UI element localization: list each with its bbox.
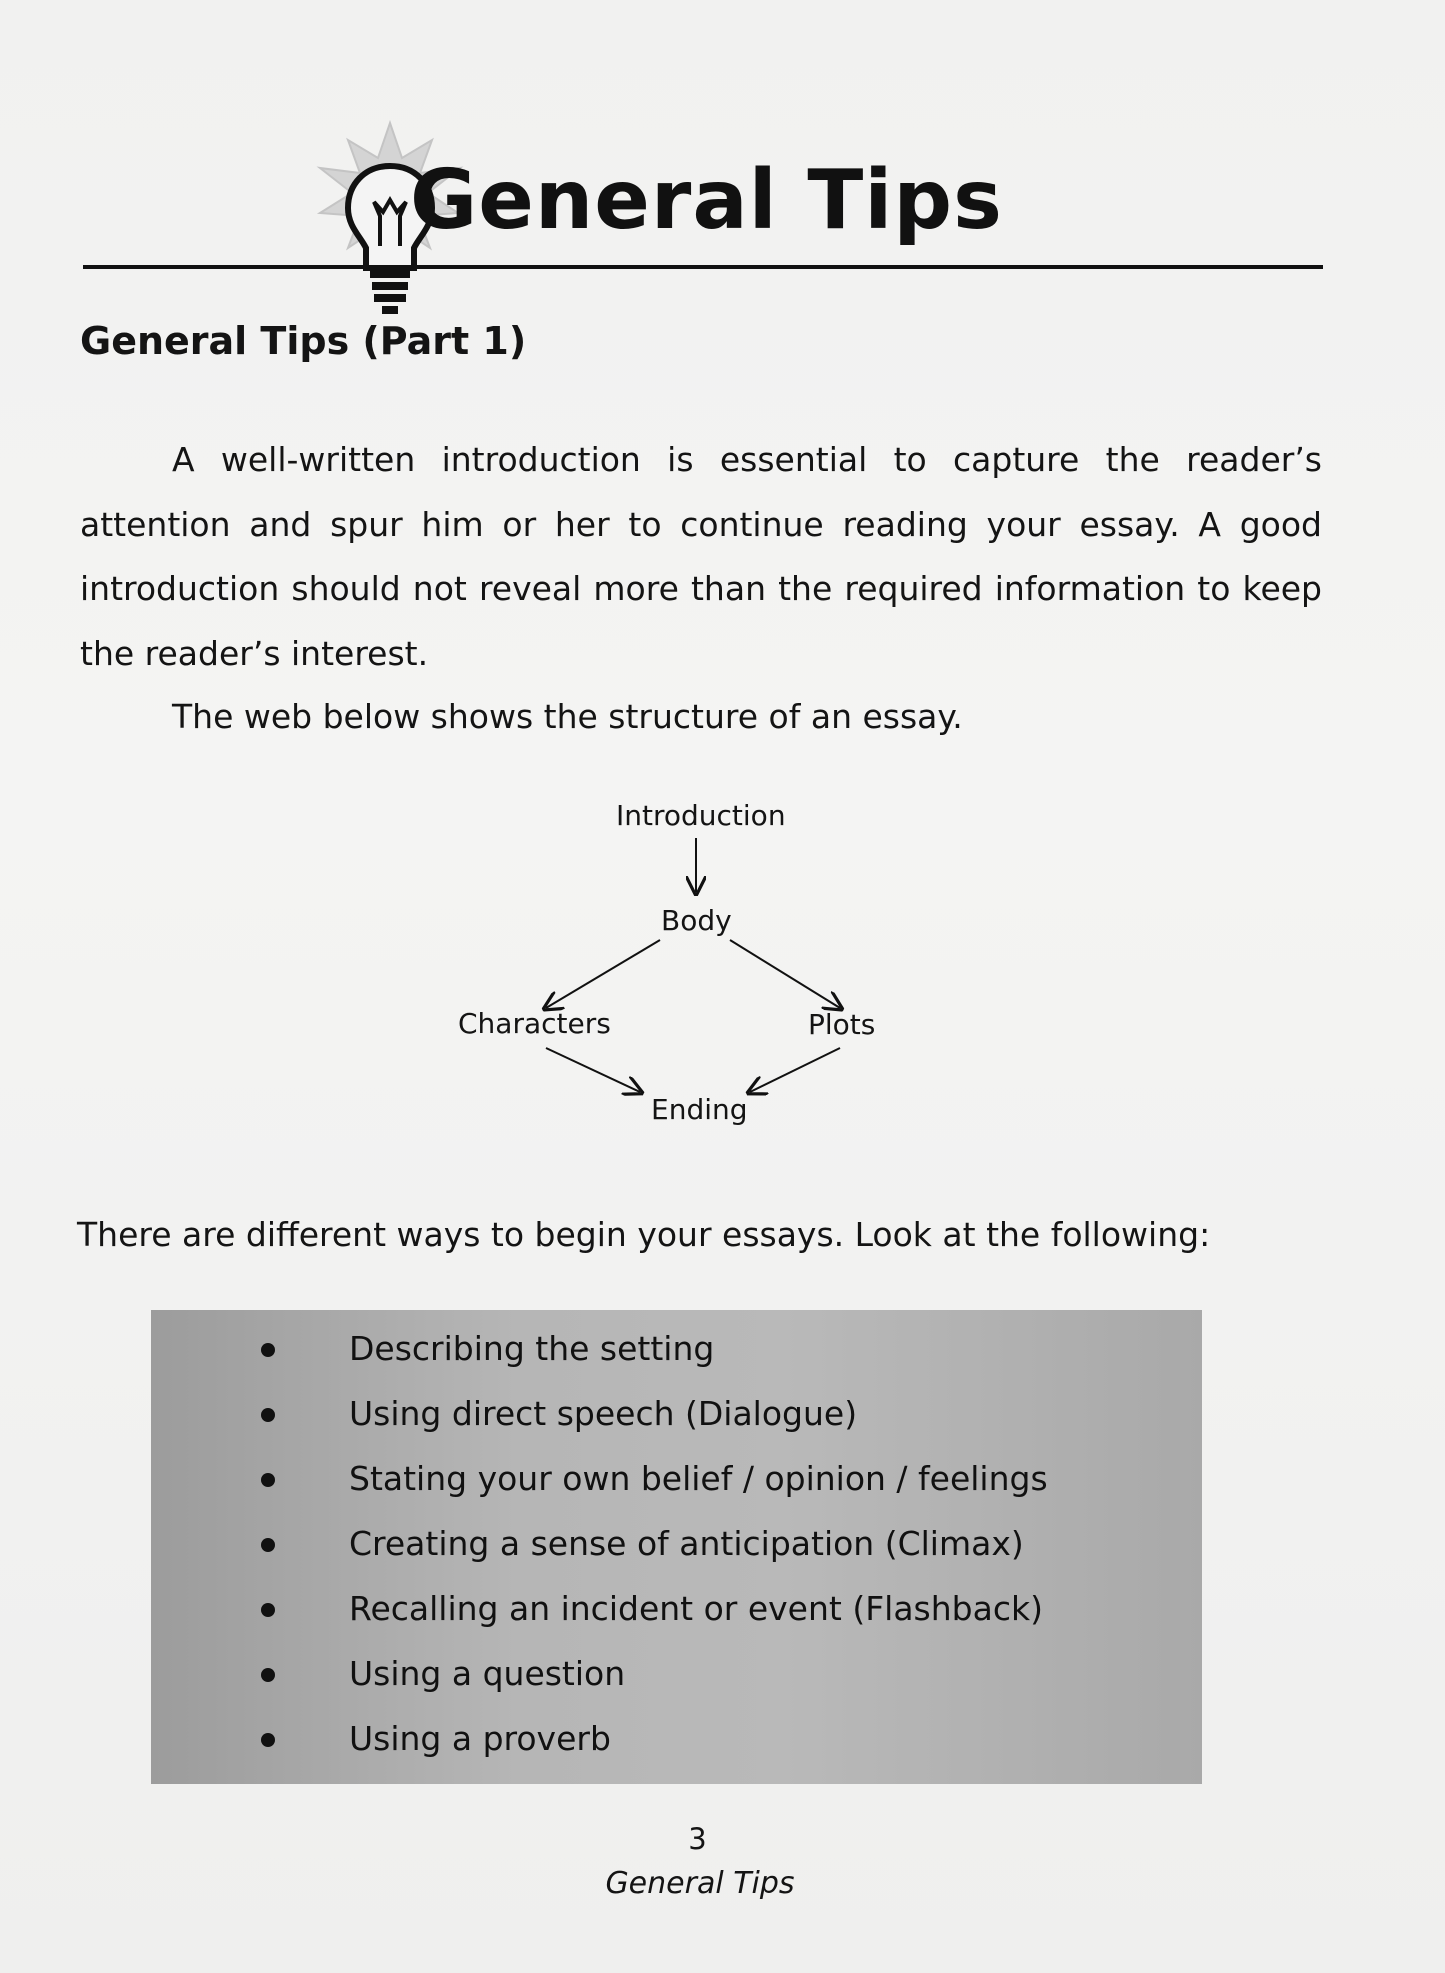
ways-intro-text: There are different ways to begin your essays. Look at the following: — [77, 1215, 1211, 1254]
page-number: 3 — [688, 1822, 707, 1856]
list-item-text: Creating a sense of anticipation (Climax) — [349, 1524, 1024, 1563]
list-item-text: Stating your own belief / opinion / feelings — [349, 1459, 1048, 1498]
list-item — [151, 1584, 1048, 1649]
web-intro-text: The web below shows the structure of an essay. — [172, 697, 963, 736]
bullet-icon — [261, 1668, 275, 1682]
node-ending: Ending — [651, 1093, 748, 1126]
list-item-text: Using direct speech (Dialogue) — [349, 1394, 858, 1433]
intro-paragraph-text: A well-written introduction is essential to capture the reader’s attention and spur him or her to continue reading your essay. A good introduction should not reveal more than the required information to keep the reader’s interest. — [80, 440, 1322, 673]
section-title: General Tips (Part 1) — [80, 319, 527, 363]
arrow-plots-to-ending — [750, 1048, 840, 1092]
page-title: General Tips — [410, 153, 1003, 248]
diagram-arrows — [430, 790, 990, 1140]
list-item — [151, 1649, 1048, 1714]
arrow-body-to-plots — [730, 940, 840, 1008]
title-divider — [83, 265, 1323, 269]
list-item — [151, 1324, 1048, 1389]
bullet-icon — [261, 1473, 275, 1487]
arrow-characters-to-ending — [546, 1048, 640, 1092]
list-item-text: Describing the setting — [349, 1329, 715, 1368]
node-body: Body — [661, 904, 732, 937]
essay-structure-diagram — [430, 790, 990, 1140]
ways-box — [151, 1310, 1202, 1784]
ways-list — [151, 1324, 1048, 1779]
list-item — [151, 1519, 1048, 1584]
node-characters: Characters — [458, 1007, 611, 1040]
bullet-icon — [261, 1538, 275, 1552]
list-item — [151, 1714, 1048, 1779]
list-item — [151, 1454, 1048, 1519]
node-introduction: Introduction — [616, 799, 786, 832]
node-plots: Plots — [808, 1008, 876, 1041]
list-item-text: Using a proverb — [349, 1719, 611, 1758]
arrow-body-to-characters — [546, 940, 660, 1008]
list-item-text: Using a question — [349, 1654, 626, 1693]
bullet-icon — [261, 1408, 275, 1422]
list-item-text: Recalling an incident or event (Flashback) — [349, 1589, 1043, 1628]
list-item — [151, 1389, 1048, 1454]
page-header — [80, 118, 1324, 278]
intro-paragraph — [80, 428, 1322, 686]
footer-section-name: General Tips — [605, 1866, 795, 1901]
bullet-icon — [261, 1603, 275, 1617]
bullet-icon — [261, 1733, 275, 1747]
bullet-icon — [261, 1343, 275, 1357]
